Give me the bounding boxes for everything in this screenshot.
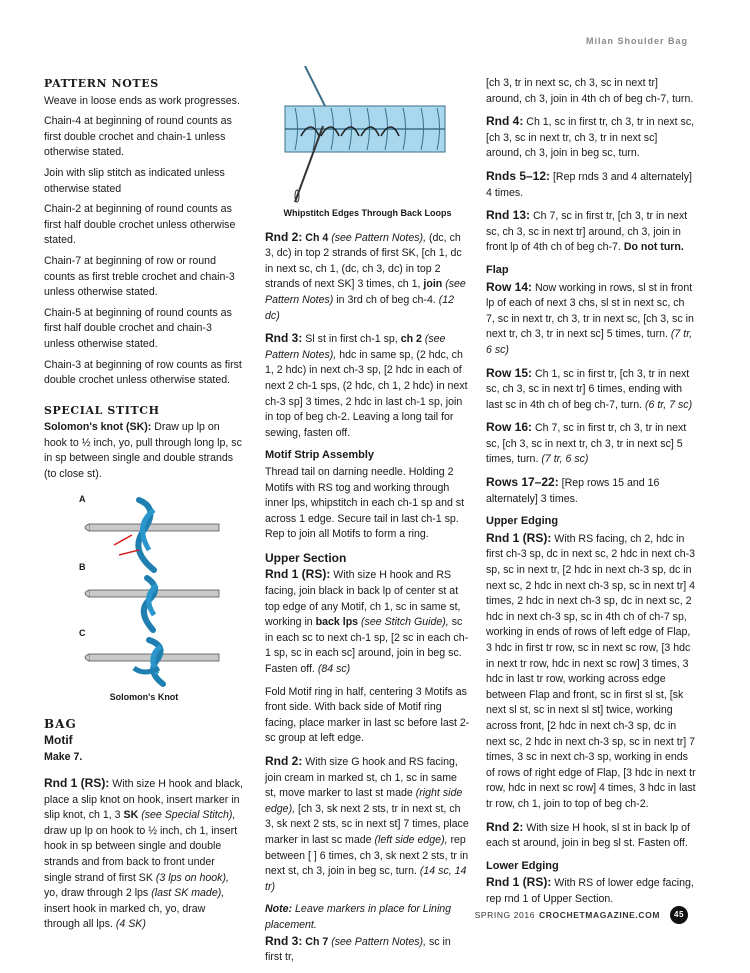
figure-label-a: A (79, 493, 86, 504)
motif-rnd-3 (265, 331, 470, 441)
motif-rnd-2-join: join (423, 278, 443, 291)
bag-heading: BAG (44, 717, 77, 732)
motif-rnd-2-ch: Ch 4 (305, 231, 329, 244)
upper-rnds-5-12 (486, 169, 696, 201)
upper-rnd-3-ch: Ch 7 (305, 935, 329, 948)
upper-edging-rnd-1-label: Rnd 1 (RS): (486, 530, 552, 545)
note-1: Weave in loose ends as work progresses. (44, 94, 240, 107)
upper-rnd-2-text-a: With size G hook and RS facing, join cream in marked st, ch 1, sc in same st, move marker to last st made (265, 756, 458, 800)
upper-section-heading: Upper Section (265, 550, 347, 565)
upper-rnd-3-continued: [ch 3, tr in next sc, ch 3, sc in next tr] around, ch 3, join in 4th ch of beg ch-7, turn. (486, 77, 694, 105)
rows-17-22-label: Rows 17–22: (486, 475, 559, 490)
motif-rnd-1-text-a: With size H hook and black, place a slip knot on hook, insert marker in slip knot, ch 1, 3 (44, 778, 243, 822)
upper-rnd-2-text-c: rep between [ ] 6 times, ch 3, sk next 2 sts, tr in next st, ch 3, join in beg sc, turn. (265, 833, 469, 878)
lower-edging-rnd-1 (486, 875, 696, 907)
motif-rnd-1-sk-note: (see Special Stitch), (141, 809, 236, 822)
motif-rnd-1-count: (4 SK) (115, 918, 146, 931)
lower-edging-heading: Lower Edging (486, 859, 559, 872)
upper-rnds-5-12-text: [Rep rnds 3 and 4 alternately] 4 times. (486, 170, 692, 199)
whipstitch-caption: Whipstitch Edges Through Back Loops (283, 208, 452, 218)
do-not-turn: Do not turn (623, 241, 681, 254)
upper-rnd-13: Rnd 13: Ch 7, sc in first tr, [ch 3, tr in next sc, ch 3, sc in next tr] around, ch 3, join in front lp of 4th ch of beg ch-7. Do not turn. (486, 208, 688, 254)
column-1 (44, 76, 244, 940)
upper-edging-rnd-2-label: Rnd 2: (486, 819, 524, 834)
upper-rnd-1-text-b: sc in each sc to next ch-1 sp, [2 sc in each ch-1 sp, sc in each sc] around, join in beg sc. Fasten off. (265, 616, 469, 676)
row-14-text: Now working in rows, sl st in front lp of each of next 3 chs, sl st in next sc, ch 7, sc in next tr, ch 3, tr in next sc, [ch 3, sc in next tr, ch 3, tr in next sc] 5 times, turn. (486, 281, 694, 341)
flap-heading: Flap (486, 263, 509, 276)
motif-rnd-3-ch: ch 2 (400, 333, 422, 346)
note-3: Join with slip stitch as indicated unless otherwise stated (44, 166, 225, 195)
lining-note (265, 902, 470, 933)
whipstitch-illustration (265, 66, 470, 204)
solomons-knot-illustration (79, 490, 229, 688)
solomons-knot-figure (79, 490, 229, 688)
note-6: Chain-5 at beginning of round counts as first half double crochet and chain-3 unless otherwise stated. (44, 306, 232, 350)
row-15 (486, 366, 696, 414)
upper-edging-heading: Upper Edging (486, 515, 559, 528)
column-2 (265, 66, 470, 973)
upper-rnd-3-label: Rnd 3: (265, 933, 303, 948)
whipstitch-figure (265, 66, 470, 204)
motif-rnd-2-join-note: (see Pattern Notes) (265, 278, 466, 306)
site-link[interactable]: CROCHETMAGAZINE.COM (539, 910, 660, 920)
upper-rnd-1-note: (see Stitch Guide), (361, 616, 449, 629)
note-2: Chain-4 at beginning of round counts as first double crochet and chain-1 unless otherwise stated. (44, 115, 232, 159)
row-15-text: Ch 1, sc in first tr, [ch 3, tr in next sc, ch 3, sc in next tr] 6 times, ending with last sc in 4th ch of beg ch-7, turn. (486, 367, 690, 411)
row-14-label: Row 14: (486, 279, 533, 294)
motif-rnd-1-note-2: (last SK made), (151, 887, 225, 900)
upper-rnd-1-back-lps: back lps (315, 616, 359, 629)
strip-assembly-heading: Motif Strip Assembly (265, 449, 374, 462)
upper-rnd-1 (265, 567, 470, 677)
sk-text: Draw up lp on hook to ½ inch, yo, pull through long lp, sc in sp between single and double strands (to close st). (44, 421, 242, 481)
special-stitch-heading: SPECIAL STITCH (44, 403, 160, 417)
page-footer (475, 906, 688, 924)
rows-17-22-text: [Rep rows 15 and 16 alternately] 3 times. (486, 477, 660, 505)
upper-rnd-3-text: sc in first tr, (265, 935, 451, 964)
upper-rnd-2 (265, 754, 470, 895)
motif-rnd-2-text-a: (dc, ch 3, dc) in top 2 strands of first SK, [ch 1, dc in next sc, ch 1, (dc, ch 3, dc) in top 2 strands of next SK] 3 times, ch 1, (265, 231, 462, 291)
figure-label-b: B (79, 561, 86, 572)
motif-rnd-1-sk: SK (123, 809, 139, 822)
motif-rnd-3-label: Rnd 3: (265, 331, 303, 346)
row-16-count: (7 tr, 6 sc) (541, 453, 589, 466)
fold-instruction: Fold Motif ring in half, centering 3 Motifs as front side. With back side of Motif ring facing, place marker in last sc before last 2-sc group at left edge. (265, 685, 470, 745)
upper-edging-rnd-2-text: With size H hook, sl st in back lp of each st around, join in beg sl st. Fasten off. (486, 821, 690, 850)
rows-17-22 (486, 475, 696, 507)
upper-rnd-1-count: (84 sc) (317, 663, 351, 676)
note-text: Leave markers in place for Lining placement. (265, 903, 452, 931)
note-5: Chain-7 at beginning of row or round counts as first treble crochet and chain-3 unless otherwise stated. (44, 254, 235, 299)
upper-rnd-1-text-a: With size H hook and RS facing, join black in back lp of center st at top edge of any Motif, ch 1, sc in same st, working in (265, 569, 461, 629)
upper-rnds-5-12-label: Rnds 5–12: (486, 168, 551, 183)
motif-rnd-3-text-b: hdc in same sp, (2 hdc, ch 1, 2 hdc) in next ch-3 sp, [2 hdc in each of next 2 ch-1 sps, (2 hdc, ch 1, 2 hdc) in next ch-3 sp] 3 times, 2 hdc in last ch-1 sp, join in top of beg ch-2. Leaving a long tail for sewing, fasten off. (265, 348, 468, 439)
figure-label-c: C (79, 627, 86, 638)
pattern-notes-heading: PATTERN NOTES (44, 77, 159, 90)
make-count: Make 7. (44, 751, 83, 764)
motif-rnd-2-note: (see Pattern Notes), (331, 231, 427, 244)
motif-rnd-3-text-a: Sl st in first ch-1 sp, (305, 333, 398, 346)
lower-edging-rnd-1-text: With RS of lower edge facing, rep rnd 1 of Upper Section. (486, 877, 694, 905)
motif-rnd-1-text-b: draw up lp on hook to ½ inch, ch 1, insert hook in sp between single and double strands and from back to front under single strand of first SK (44, 824, 238, 884)
row-16-label: Row 16: (486, 420, 533, 435)
issue-label: SPRING 2016 (474, 910, 536, 920)
motif-rnd-2 (265, 230, 470, 325)
motif-rnd-2-label: Rnd 2: (265, 229, 303, 244)
upper-rnd-2-label: Rnd 2: (265, 754, 303, 768)
row-14 (486, 280, 696, 359)
note-4: Chain-2 at beginning of round counts as first half double crochet unless otherwise stated. (44, 203, 236, 247)
upper-rnd-2-text-b: [ch 3, sk next 2 sts, tr in next st, ch 3, sk next 2 sts, sc in next st] 7 times, place marker in last sc made (265, 802, 469, 846)
note-label: Note: (265, 903, 293, 916)
page-number: 45 (670, 906, 688, 924)
row-16 (486, 420, 696, 468)
strip-assembly-text: Thread tail on darning needle. Holding 2 Motifs with RS tog and working through inner lps, whipstitch in each ch-1 sp and st across 1 edge. Secure tail in last ch-1 sp. Rep to join all Motifs to form a ring. (265, 465, 465, 541)
motif-rnd-2-text-b: in 3rd ch of beg ch-4. (336, 293, 436, 306)
running-header: Milan Shoulder Bag (585, 36, 688, 46)
solomons-knot-definition (44, 420, 244, 482)
row-15-label: Row 15: (486, 365, 533, 380)
upper-rnd-13-label: Rnd 13: (486, 208, 531, 223)
motif-rnd-1-note-1: (3 lps on hook), (155, 871, 229, 884)
upper-rnd-4-label: Rnd 4: (486, 114, 524, 129)
upper-rnd-13-text: Ch 7, sc in first tr, [ch 3, tr in next sc, ch 3, sc in next tr] around, ch 3, join in front lp of 4th ch of beg ch-7. (486, 210, 688, 254)
column-3 (486, 76, 696, 915)
upper-rnd-4-text: Ch 1, sc in first tr, ch 3, tr in next sc, [ch 3, sc in next tr, ch 3, tr in next sc] around, ch 3, join in beg sc, turn. (486, 116, 695, 160)
upper-rnd-2-note-2: (left side edge), (374, 833, 448, 846)
upper-edging-rnd-1-text: With RS facing, ch 2, hdc in first ch-3 sp, dc in next sc, 2 hdc in next ch-3 sp, sc in next tr, [2 hdc in next ch-3 sp, dc in next sc, 2 hdc in next ch-3 sp, sc in next tr] 4 times, 2 hdc in next ch-3 sp, dc in next sc, 2 hdc in next ch-3 sp, sc in 4th ch of ch-7 sp, working in ends of rows of left edge of Flap, 3 hdc in first tr row, sc in next sc row, [3 hdc in next tr row, hdc in next sc row] 3 times, 3 hdc in last tr row, working across edge between Flap and front, sc in first sl st, [sk next sl st, sc in next sl st] twice, working across front, [2 hdc in next ch-3 sp, dc in next sc, 2 hdc in next ch-3 sp, sc in next tr] 7 times, 3 sc in next ch-3 sp, working in ends of rows of right edge of Flap, [3 hdc in next tr row, hdc in next sc row] 4 times, 3 hdc in last tr row, ch 1, join to top of beg ch-2. (486, 532, 696, 810)
sk-term: Solomon's knot (SK): (44, 421, 152, 434)
motif-rnd-3-note: (see Pattern Notes), (265, 333, 446, 361)
upper-rnd-2-count: (14 sc, 14 tr) (265, 865, 467, 893)
upper-edging-rnd-1 (486, 531, 696, 813)
motif-heading: Motif (44, 732, 73, 747)
solomons-knot-caption: Solomon's Knot (109, 691, 179, 702)
upper-rnd-2-note-1: (right side edge), (265, 787, 463, 815)
row-16-text: Ch 7, sc in first tr, ch 3, tr in next sc, [ch 3, sc in next tr, ch 3, tr in next sc] 5 times, turn. (486, 422, 687, 466)
row-15-count: (6 tr, 7 sc) (645, 398, 693, 411)
motif-rnd-1-text-c: yo, draw through 2 lps (44, 887, 149, 900)
upper-edging-rnd-2 (486, 820, 696, 852)
row-14-count: (7 tr, 6 sc) (486, 328, 693, 356)
motif-rnd-1-label: Rnd 1 (RS): (44, 776, 110, 791)
upper-rnd-3-note: (see Pattern Notes), (331, 935, 427, 948)
note-7: Chain-3 at beginning of row counts as first double crochet unless otherwise stated. (44, 358, 242, 387)
upper-rnd-4 (486, 114, 696, 162)
motif-rnd-2-count: (12 dc) (265, 293, 455, 322)
lower-edging-rnd-1-label: Rnd 1 (RS): (486, 875, 552, 890)
motif-rnd-1-text-d: insert hook in marked ch, yo, draw through all lps. (44, 902, 206, 931)
motif-rnd-1 (44, 776, 244, 933)
upper-rnd-3 (265, 934, 470, 966)
upper-rnd-1-label: Rnd 1 (RS): (265, 567, 331, 582)
